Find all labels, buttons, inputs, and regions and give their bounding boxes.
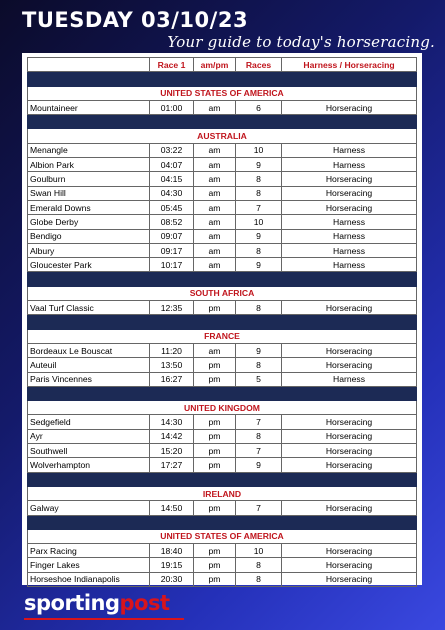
country-name: UNITED STATES OF AMERICA	[28, 86, 417, 100]
country-row	[28, 401, 417, 415]
ampm-cell: am	[194, 243, 236, 257]
venue-cell: Albury	[28, 243, 150, 257]
country-row	[28, 329, 417, 343]
race1-time-cell: 04:07	[150, 158, 194, 172]
country-name: AUSTRALIA	[28, 129, 417, 143]
race1-time-cell: 05:45	[150, 200, 194, 214]
ampm-cell: pm	[194, 301, 236, 315]
section-divider-cell	[28, 472, 417, 486]
races-count-cell: 6	[236, 100, 282, 114]
ampm-cell: pm	[194, 358, 236, 372]
race-type-cell: Harness	[282, 215, 417, 229]
venue-cell: Paris Vincennes	[28, 372, 150, 386]
ampm-cell: pm	[194, 429, 236, 443]
venue-cell: Mountaineer	[28, 100, 150, 114]
race-type-cell: Horseracing	[282, 458, 417, 472]
race1-time-cell: 19:15	[150, 558, 194, 572]
races-count-cell: 8	[236, 558, 282, 572]
section-divider	[28, 472, 417, 486]
table-row	[28, 358, 417, 372]
table-row	[28, 544, 417, 558]
table-row	[28, 215, 417, 229]
ampm-cell: pm	[194, 372, 236, 386]
section-divider	[28, 386, 417, 400]
section-divider-cell	[28, 386, 417, 400]
country-name: SOUTH AFRICA	[28, 286, 417, 300]
table-row	[28, 186, 417, 200]
venue-cell: Horseshoe Indianapolis	[28, 572, 150, 586]
venue-cell: Vaal Turf Classic	[28, 301, 150, 315]
race-type-cell: Horseracing	[282, 200, 417, 214]
race-type-cell: Horseracing	[282, 358, 417, 372]
race1-time-cell: 09:17	[150, 243, 194, 257]
venue-cell: Parx Racing	[28, 544, 150, 558]
ampm-cell: am	[194, 158, 236, 172]
venue-cell: Wolverhampton	[28, 458, 150, 472]
race1-time-cell: 16:27	[150, 372, 194, 386]
ampm-cell: am	[194, 343, 236, 357]
column-header-ampm: am/pm	[194, 58, 236, 72]
table-row	[28, 143, 417, 157]
table-row	[28, 100, 417, 114]
races-count-cell: 8	[236, 186, 282, 200]
section-divider	[28, 72, 417, 86]
race1-time-cell: 10:17	[150, 258, 194, 272]
race-type-cell: Horseracing	[282, 572, 417, 586]
table-row	[28, 372, 417, 386]
ampm-cell: am	[194, 143, 236, 157]
ampm-cell: am	[194, 200, 236, 214]
race-type-cell: Horseracing	[282, 186, 417, 200]
race-type-cell: Harness	[282, 229, 417, 243]
logo-text-post: post	[119, 591, 170, 615]
table-row	[28, 501, 417, 515]
race1-time-cell: 13:50	[150, 358, 194, 372]
table-row	[28, 229, 417, 243]
sportingpost-logo	[24, 591, 194, 621]
races-count-cell: 8	[236, 301, 282, 315]
venue-cell: Finger Lakes	[28, 558, 150, 572]
race1-time-cell: 14:50	[150, 501, 194, 515]
race-type-cell: Horseracing	[282, 501, 417, 515]
country-row	[28, 86, 417, 100]
race-type-cell: Harness	[282, 243, 417, 257]
venue-cell: Globe Derby	[28, 215, 150, 229]
column-header-venue	[28, 58, 150, 72]
race-type-cell: Horseracing	[282, 343, 417, 357]
races-count-cell: 8	[236, 172, 282, 186]
race-type-cell: Horseracing	[282, 544, 417, 558]
table-row	[28, 301, 417, 315]
races-count-cell: 10	[236, 544, 282, 558]
race1-time-cell: 17:27	[150, 458, 194, 472]
race1-time-cell: 01:00	[150, 100, 194, 114]
ampm-cell: pm	[194, 572, 236, 586]
races-count-cell: 10	[236, 143, 282, 157]
country-name: UNITED STATES OF AMERICA	[28, 529, 417, 543]
race1-time-cell: 11:20	[150, 343, 194, 357]
ampm-cell: am	[194, 229, 236, 243]
ampm-cell: pm	[194, 415, 236, 429]
country-row	[28, 286, 417, 300]
section-divider-cell	[28, 115, 417, 129]
table-row	[28, 415, 417, 429]
races-count-cell: 9	[236, 258, 282, 272]
race1-time-cell: 08:52	[150, 215, 194, 229]
ampm-cell: pm	[194, 544, 236, 558]
venue-cell: Sedgefield	[28, 415, 150, 429]
races-count-cell: 5	[236, 372, 282, 386]
tagline: Your guide to today's horseracing.	[167, 33, 435, 51]
ampm-cell: pm	[194, 458, 236, 472]
races-count-cell: 7	[236, 200, 282, 214]
race-type-cell: Horseracing	[282, 444, 417, 458]
race1-time-cell: 14:30	[150, 415, 194, 429]
table-row	[28, 572, 417, 586]
race-schedule-sheet	[22, 53, 422, 585]
table-row	[28, 429, 417, 443]
races-count-cell: 9	[236, 229, 282, 243]
race-type-cell: Horseracing	[282, 558, 417, 572]
race1-time-cell: 04:30	[150, 186, 194, 200]
venue-cell: Emerald Downs	[28, 200, 150, 214]
race-type-cell: Horseracing	[282, 429, 417, 443]
table-row	[28, 558, 417, 572]
country-row	[28, 486, 417, 500]
races-count-cell: 8	[236, 572, 282, 586]
races-count-cell: 9	[236, 158, 282, 172]
section-divider	[28, 272, 417, 286]
section-divider-cell	[28, 315, 417, 329]
column-header-type: Harness / Horseracing	[282, 58, 417, 72]
ampm-cell: am	[194, 215, 236, 229]
race-type-cell: Horseracing	[282, 301, 417, 315]
races-count-cell: 7	[236, 501, 282, 515]
ampm-cell: am	[194, 186, 236, 200]
race1-time-cell: 04:15	[150, 172, 194, 186]
section-divider	[28, 315, 417, 329]
races-count-cell: 7	[236, 444, 282, 458]
country-name: UNITED KINGDOM	[28, 401, 417, 415]
races-count-cell: 7	[236, 415, 282, 429]
race1-time-cell: 14:42	[150, 429, 194, 443]
table-row	[28, 458, 417, 472]
venue-cell: Ayr	[28, 429, 150, 443]
table-row	[28, 258, 417, 272]
venue-cell: Southwell	[28, 444, 150, 458]
venue-cell: Swan Hill	[28, 186, 150, 200]
logo-text-sporting: sporting	[24, 591, 120, 615]
races-count-cell: 8	[236, 243, 282, 257]
table-row	[28, 172, 417, 186]
venue-cell: Menangle	[28, 143, 150, 157]
races-count-cell: 8	[236, 358, 282, 372]
venue-cell: Bordeaux Le Bouscat	[28, 343, 150, 357]
venue-cell: Auteuil	[28, 358, 150, 372]
race1-time-cell: 20:30	[150, 572, 194, 586]
race-type-cell: Horseracing	[282, 172, 417, 186]
race-schedule-table	[27, 57, 417, 587]
header-row	[28, 58, 417, 72]
country-name: IRELAND	[28, 486, 417, 500]
section-divider	[28, 115, 417, 129]
table-row	[28, 444, 417, 458]
section-divider-cell	[28, 272, 417, 286]
race1-time-cell: 12:35	[150, 301, 194, 315]
races-count-cell: 10	[236, 215, 282, 229]
table-row	[28, 243, 417, 257]
race1-time-cell: 03:22	[150, 143, 194, 157]
table-row	[28, 158, 417, 172]
race-type-cell: Harness	[282, 143, 417, 157]
country-row	[28, 529, 417, 543]
table-row	[28, 200, 417, 214]
venue-cell: Galway	[28, 501, 150, 515]
venue-cell: Goulburn	[28, 172, 150, 186]
race-type-cell: Harness	[282, 372, 417, 386]
country-name: FRANCE	[28, 329, 417, 343]
schedule-body	[28, 72, 417, 587]
race-type-cell: Harness	[282, 258, 417, 272]
column-header-races: Races	[236, 58, 282, 72]
race1-time-cell: 15:20	[150, 444, 194, 458]
race-type-cell: Horseracing	[282, 415, 417, 429]
section-divider-cell	[28, 72, 417, 86]
races-count-cell: 9	[236, 458, 282, 472]
logo-underline	[24, 618, 184, 620]
race-type-cell: Horseracing	[282, 100, 417, 114]
race1-time-cell: 18:40	[150, 544, 194, 558]
ampm-cell: am	[194, 100, 236, 114]
races-count-cell: 8	[236, 429, 282, 443]
ampm-cell: pm	[194, 558, 236, 572]
country-row	[28, 129, 417, 143]
venue-cell: Gloucester Park	[28, 258, 150, 272]
venue-cell: Bendigo	[28, 229, 150, 243]
races-count-cell: 9	[236, 343, 282, 357]
race1-time-cell: 09:07	[150, 229, 194, 243]
page-title: TUESDAY 03/10/23	[22, 8, 249, 32]
venue-cell: Albion Park	[28, 158, 150, 172]
ampm-cell: am	[194, 258, 236, 272]
ampm-cell: pm	[194, 444, 236, 458]
table-row	[28, 343, 417, 357]
ampm-cell: pm	[194, 501, 236, 515]
column-header-race1: Race 1	[150, 58, 194, 72]
section-divider-cell	[28, 515, 417, 529]
ampm-cell: am	[194, 172, 236, 186]
race-type-cell: Harness	[282, 158, 417, 172]
section-divider	[28, 515, 417, 529]
